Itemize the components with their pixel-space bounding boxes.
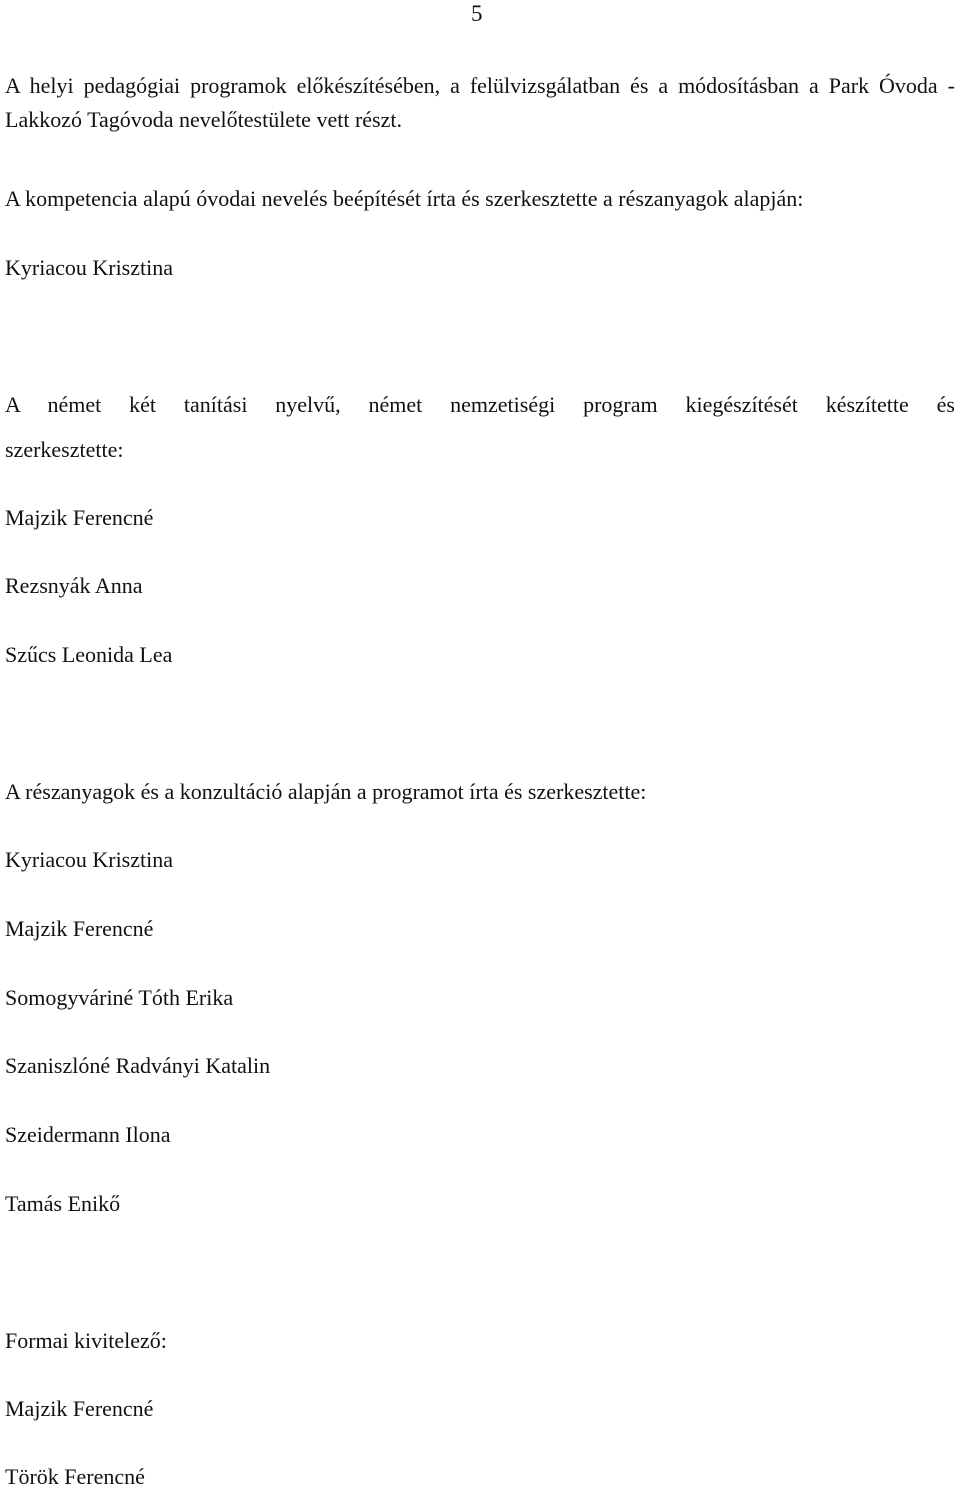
- program-writer-name: Majzik Ferencné: [5, 916, 154, 941]
- competency-heading: A kompetencia alapú óvodai nevelés beépítését írta és szerkesztette a részanyagok alapján:: [5, 186, 804, 211]
- german-program-author-name: Rezsnyák Anna: [5, 573, 143, 598]
- formatting-author-name: Török Ferencné: [5, 1464, 145, 1489]
- program-writers-heading: A részanyagok és a konzultáció alapján a programot írta és szerkesztette:: [5, 779, 647, 804]
- formatting-author-name: Majzik Ferencné: [5, 1396, 154, 1421]
- program-writer-name: Szaniszlóné Radványi Katalin: [5, 1053, 271, 1078]
- page-number: 5: [471, 1, 483, 26]
- program-writer-name: Szeidermann Ilona: [5, 1122, 171, 1147]
- intro-paragraph: A helyi pedagógiai programok előkészítésében, a felülvizsgálatban és a módosításban a Park Óvoda - Lakkozó Tagóvoda nevelőtestülete vett részt.: [5, 73, 955, 132]
- formatting-heading: Formai kivitelező:: [5, 1328, 167, 1353]
- german-program-heading: A német két tanítási nyelvű, német nemzetiségi program kiegészítését készítette és: [5, 392, 955, 417]
- competency-author-name: Kyriacou Krisztina: [5, 255, 173, 280]
- german-program-author-name: Szűcs Leonida Lea: [5, 642, 173, 667]
- german-program-heading-continuation: szerkesztette:: [5, 437, 124, 462]
- german-program-author-name: Majzik Ferencné: [5, 505, 154, 530]
- program-writer-name: Kyriacou Krisztina: [5, 847, 173, 872]
- program-writer-name: Somogyváriné Tóth Erika: [5, 985, 234, 1010]
- program-writer-name: Tamás Enikő: [5, 1191, 121, 1216]
